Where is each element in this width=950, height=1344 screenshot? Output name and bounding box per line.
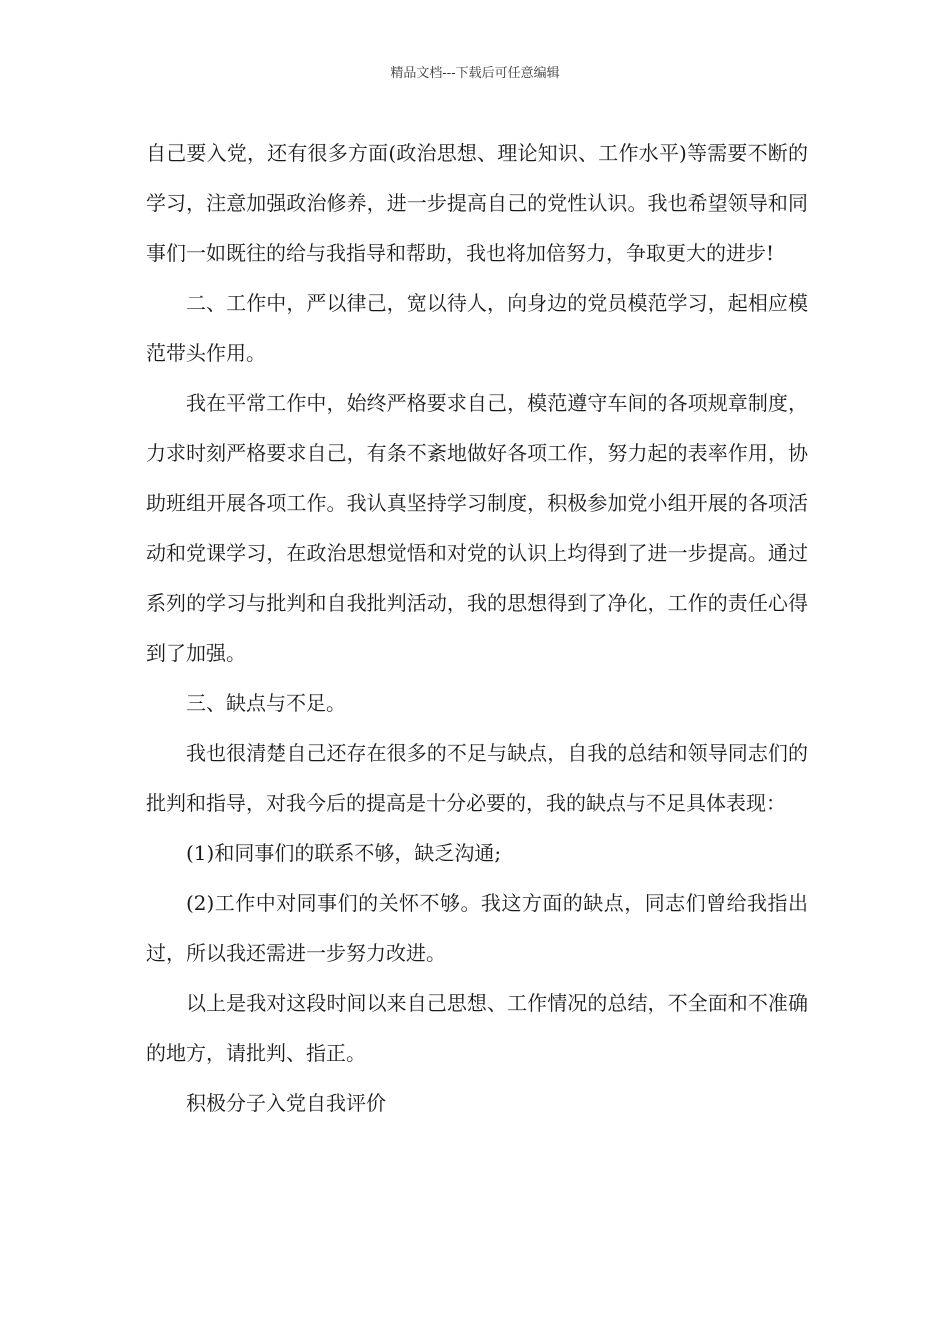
section-heading: 二、工作中，严以律己，宽以待人，向身边的党员模范学习，起相应模范带头作用。 <box>146 291 808 365</box>
section-heading: 三、缺点与不足。 <box>186 691 346 715</box>
section-title: 积极分子入党自我评价 <box>186 1091 386 1115</box>
paragraph: 以上是我对这段时间以来自己思想、工作情况的总结，不全面和不准确的地方，请批判、指正。 <box>146 991 808 1065</box>
document-body <box>146 128 808 1128</box>
paragraph: 我也很清楚自己还存在很多的不足与缺点，自我的总结和领导同志们的批判和指导，对我今后的提高是十分必要的，我的缺点与不足具体表现： <box>146 741 808 815</box>
page-header: 精品文档---下载后可任意编辑 <box>390 66 560 81</box>
list-item: (2)工作中对同事们的关怀不够。我这方面的缺点，同志们曾给我指出过，所以我还需进一步努力改进。 <box>146 891 808 965</box>
list-item: (1)和同事们的联系不够，缺乏沟通; <box>186 841 502 865</box>
paragraph: 我在平常工作中，始终严格要求自己，模范遵守车间的各项规章制度，力求时刻严格要求自己，有条不紊地做好各项工作，努力起的表率作用，协助班组开展各项工作。我认真坚持学习制度，积极参加党小组开展的各项活动和党课学习，在政治思想觉悟和对党的认识上均得到了进一步提高。通过系列的学习与批判和自我批判活动，我的思想得到了净化，工作的责任心得到了加强。 <box>146 391 808 665</box>
paragraph: 自己要入党，还有很多方面(政治思想、理论知识、工作水平)等需要不断的学习，注意加强政治修养，进一步提高自己的党性认识。我也希望领导和同事们一如既往的给与我指导和帮助，我也将加倍努力，争取更大的进步! <box>146 141 808 265</box>
